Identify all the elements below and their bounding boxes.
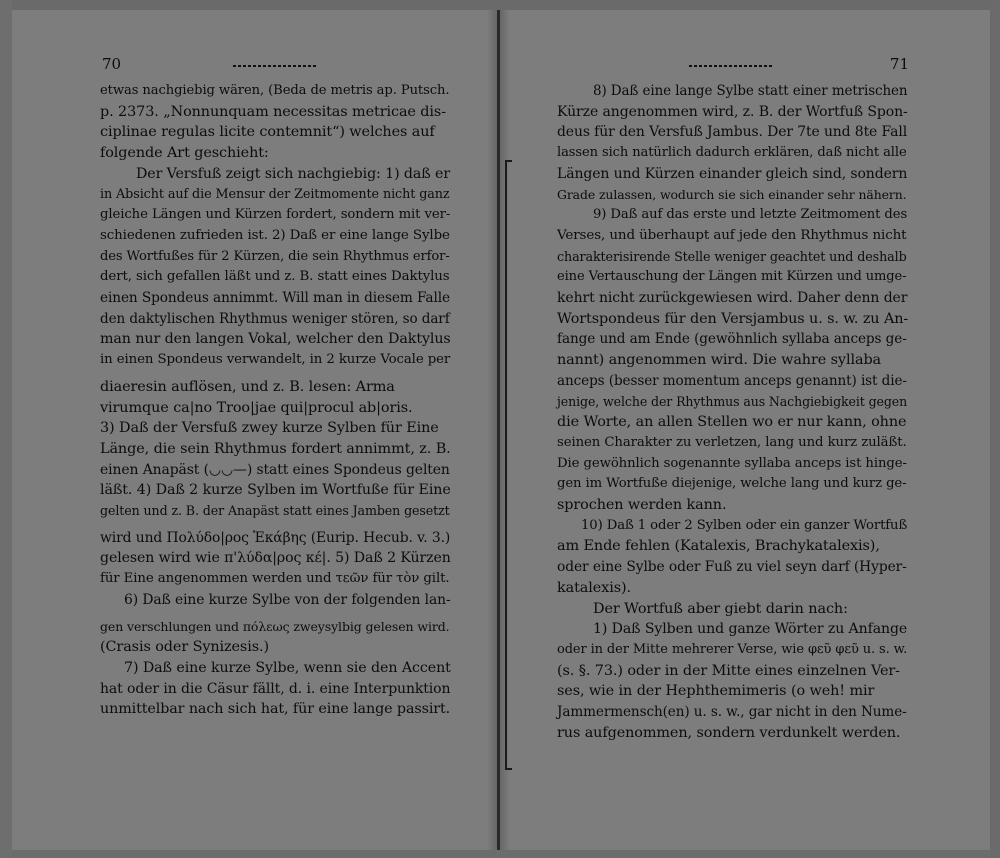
right-line-26: Der Wortfuß aber giebt darin nach: [593, 600, 848, 617]
left-line-1: etwas nachgiebig wären, (Beda de metris ap. Putsch. [100, 83, 450, 98]
left-line-17: 3) Daß der Versfuß zwey kurze Sylben für Eine [100, 420, 439, 437]
right-line-23: am Ende fehlen (Katalexis, Brachykatalexis), [557, 538, 880, 555]
right-line-12: Wortspondeus für den Versjambus u. s. w. zu An- [557, 310, 909, 327]
right-page-number: 71 [889, 55, 909, 73]
header-ornament [233, 65, 317, 67]
right-line-18: seinen Charakter zu verletzen, lang und kurz zuläßt. [557, 434, 907, 450]
right-line-25: katalexis). [557, 579, 631, 596]
right-line-19: Die gewöhnlich sogenannte syllaba anceps ist hinge- [557, 455, 907, 471]
left-line-8: schiedenen zufrieden ist. 2) Daß er eine lange Sylbe [100, 227, 450, 243]
scan-edge-top [0, 0, 1000, 10]
right-line-3: deus für den Versfuß Jambus. Der 7te und 8te Fall [557, 124, 908, 141]
right-line-9: charakterisirende Stelle weniger geachtet und deshalb [557, 248, 907, 264]
right-line-2: Kürze angenommen wird, z. B. der Wortfuß Spon- [557, 103, 908, 120]
left-line-2: p. 2373. „Nonnunquam necessitas metricae dis- [100, 103, 446, 120]
left-line-16: virumque ca|no Troo|jae qui|procul ab|oris. [100, 399, 413, 416]
right-page [557, 55, 909, 744]
right-line-16: jenige, welche der Rhythmus aus Nachgiebigkeit gegen [557, 393, 908, 409]
right-line-30: ses, wie in der Hephthemimeris (o weh! mir [557, 683, 875, 700]
right-line-29: (s. §. 73.) oder in der Mitte eines einzelnen Ver- [557, 662, 900, 679]
right-line-5: Längen und Kürzen einander gleich sind, sondern [557, 165, 908, 182]
left-page [100, 55, 452, 720]
left-line-22: wird und Πολύδο|ρος Ἑκάβης (Eurip. Hecub. v. 3.) [100, 529, 451, 546]
left-line-7: gleiche Längen und Kürzen fordert, sondern mit ver- [100, 207, 451, 223]
left-page-number: 70 [102, 55, 122, 73]
left-line-15: diaeresin auflösen, und z. B. lesen: Arma [100, 378, 395, 395]
right-line-13: fange und am Ende (gewöhnlich syllaba anceps ge- [557, 331, 907, 348]
right-line-15: anceps (besser momentum anceps genannt) ist die- [557, 372, 907, 389]
right-line-20: gen im Wortfuße diejenige, welche lang und kurz ge- [557, 476, 907, 492]
left-line-4: folgende Art geschieht: [100, 145, 269, 162]
left-line-14: in einen Spondeus verwandelt, in 2 kurze Vocale per [100, 352, 451, 368]
left-line-26: gen verschlungen und πόλεως zweysylbig gelesen wird. [100, 618, 450, 634]
left-line-10: dert, sich gefallen läßt und z. B. statt eines Daktylus [100, 269, 450, 285]
right-page-header [557, 55, 909, 81]
right-line-32: rus aufgenommen, sondern verdunkelt werden. [557, 724, 901, 741]
left-line-25: 6) Daß eine kurze Sylbe von der folgenden lan- [124, 591, 451, 608]
right-line-21: sprochen werden kann. [557, 497, 727, 514]
left-line-6: in Absicht auf die Mensur der Zeitmomente nicht ganz [100, 186, 450, 202]
right-line-8: Verses, und überhaupt auf jede den Rhythmus nicht [557, 227, 907, 243]
scan-edge-left [0, 0, 12, 858]
left-line-11: einen Spondeus annimmt. Will man in diesem Falle [100, 290, 450, 307]
right-line-10: eine Vertauschung der Längen mit Kürzen und umge- [557, 269, 907, 285]
right-line-7: 9) Daß auf das erste und letzte Zeitmoment des [593, 207, 908, 223]
scan-edge-right [990, 0, 1000, 858]
binding-bracket-tick-top [505, 160, 512, 162]
left-line-29: hat oder in die Cäsur fällt, d. i. eine Interpunktion [100, 680, 451, 697]
gutter-shadow-left [487, 10, 497, 850]
right-line-22: 10) Daß 1 oder 2 Sylben oder ein ganzer Wortfuß [581, 517, 908, 533]
left-line-5: Der Versfuß zeigt sich nachgiebig: 1) daß er [136, 165, 451, 182]
left-line-23: gelesen wird wie π'λύδα|ρος κέ|. 5) Daß 2 Kürzen [100, 550, 451, 567]
right-line-24: oder eine Sylbe oder Fuß zu viel seyn darf (Hyper- [557, 559, 907, 576]
right-line-1: 8) Daß eine lange Sylbe statt einer metrischen [593, 83, 908, 99]
right-line-31: Jammermensch(en) u. s. w., gar nicht in den Nume- [557, 704, 907, 721]
left-line-3: ciplinae regulas licite contemnit“) welches auf [100, 124, 435, 141]
right-line-11: kehrt nicht zurückgewiesen wird. Daher denn der [557, 290, 908, 307]
header-ornament [689, 65, 773, 67]
right-line-6: Grade zulassen, wodurch sie sich einander sehr nähern. [557, 186, 907, 202]
left-line-20: läßt. 4) Daß 2 kurze Sylben im Wortfuße für Eine [100, 482, 451, 499]
left-line-19: einen Anapäst (◡◡—) statt eines Spondeus gelten [100, 461, 450, 478]
left-line-12: den daktylischen Rhythmus weniger stören, so darf [100, 310, 450, 327]
right-line-14: nannt) angenommen wird. Die wahre syllaba [557, 352, 882, 369]
left-line-9: des Wortfußes für 2 Kürzen, die sein Rhythmus erfor- [100, 248, 450, 264]
left-line-21: gelten und z. B. der Anapäst statt eines Jamben gesetzt [100, 503, 450, 519]
left-line-28: 7) Daß eine kurze Sylbe, wenn sie den Accent [124, 659, 451, 676]
left-line-30: unmittelbar nach sich hat, für eine lange passirt. [100, 701, 451, 718]
right-line-17: die Worte, an allen Stellen wo er nur kann, ohne [557, 414, 907, 431]
right-line-28: oder in der Mitte mehrerer Verse, wie φεῦ φεῦ u. s. w. [557, 641, 908, 657]
right-line-4: lassen sich natürlich dadurch erklären, daß nicht alle [557, 145, 907, 161]
left-line-27: (Crasis oder Synizesis.) [100, 639, 269, 656]
binding-bracket [505, 160, 507, 770]
left-line-13: man nur den langen Vokal, welcher den Daktylus [100, 331, 451, 348]
left-line-18: Länge, die sein Rhythmus fordert annimmt, z. B. [100, 440, 451, 457]
scan-edge-bottom [0, 850, 1000, 858]
right-line-27: 1) Daß Sylben und ganze Wörter zu Anfange [593, 621, 908, 638]
binding-bracket-tick-bottom [505, 768, 512, 770]
left-page-header [100, 55, 452, 81]
left-line-24: für Eine angenommen werden und τεῶν für τὸν gilt. [100, 571, 450, 587]
